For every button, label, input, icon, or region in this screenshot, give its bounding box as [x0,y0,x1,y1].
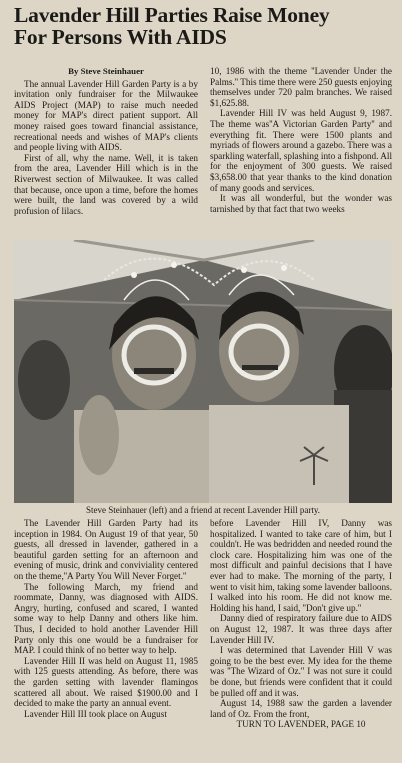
paragraph: Lavender Hill IV was held August 9, 1987. The theme was''A Victorian Garden Party'' and everything fit. There were 1500 plants and myriads of flowers around a gazebo. There was a sparkling waterfall, splashing into a fishpond. All for the enjoyment of 300 guests. We raised $3,658.00 that year thanks to the kind donation of many goods and services. [210,108,392,193]
headline-line-1: Lavender Hill Parties Raise Money [14,3,330,27]
paragraph: The annual Lavender Hill Garden Party is a by invitation only fundraiser for the Milwaukee AIDS Project (MAP) to raise much needed money for MAP's direct patient support. All money raised goes toward financial assistance, recreational needs and wishes of MAP's clients and people living with AIDS. [14,78,198,153]
column-bottom-left [14,518,198,719]
headline-line-2: For Persons With AIDS [14,25,227,49]
column-top-left [14,66,198,216]
paragraph: Lavender Hill II was held on August 11, 1985 with 125 guests attending. As before, there was the garden setting with lavender flamingos scattered all about. We raised $1900.00 and I decided to make the party an annual event. [14,655,198,709]
paragraph: Lavender Hill III took place on August [24,708,167,719]
paragraph: The Lavender Hill Garden Party had its inception in 1984. On August 19 of that year, 50 guests, all dressed in lavender, gathered in a beautiful garden setting for an afternoon and evening of music, drink and conviviality centered on the theme,''A Party You Will Never Forget.'' [14,518,198,581]
continuation-line: TURN TO LAVENDER, PAGE 10 [236,719,366,730]
article-headline [14,4,394,48]
photo-caption: Steve Steinhauer (left) and a friend at recent Lavender Hill party. [85,505,321,515]
paragraph: First of all, why the name. Well, it is taken from the area, Lavender Hill which is in the Riverwest section of Milwaukee. It was called that because, once upon a time, before the homes were built, the land was covered by a wild profusion of lilacs. [14,152,198,216]
paragraph: It was all wonderful, but the wonder was tarnished by that fact that two weeks [210,193,392,214]
byline: By Steve Steinhauer [68,66,144,76]
paragraph: 10, 1986 with the theme ''Lavender Under the Palms.'' This time there were 250 guests enjoying themselves under 720 palm branches. We raised $1,625.88. [210,66,392,108]
paragraph: Danny died of respiratory failure due to AIDS on August 12, 1987. It was three days after Lavender Hill IV. [210,613,392,645]
paragraph: The following March, my friend and roommate, Danny, was diagnosed with AIDS. Angry, hurting, confused and scared, I wanted some way to help Danny and others like him. Thus, I decided to hold another Lavender Hill Party only this one would be a fundraiser for MAP. I could think of no better way to help. [14,581,198,656]
paragraph: August 14, 1988 saw the garden a lavender land of Oz. From the front, [210,698,392,719]
paragraph: before Lavender Hill IV, Danny was hospitalized. I wanted to take care of him, but I couldn't. He was bedridden and needed round the clock care. Hospitalizing him was one of the most difficult and painful decisions that I have ever had to make. The morning of the party, I went to visit him, taking some lavender balloons. I walked into his room. He did not know me. Holding his hand, I said, ''Don't give up.'' [210,518,392,613]
paragraph: I was determined that Lavender Hill V was going to be the best ever. My idea for the theme was ''The Wizard of Oz.'' I was not sure it could be done, but friends were confident that it could be pulled off and it was. [210,645,392,698]
column-bottom-right [210,518,392,730]
party-photo [14,240,392,503]
column-top-right [210,66,392,214]
